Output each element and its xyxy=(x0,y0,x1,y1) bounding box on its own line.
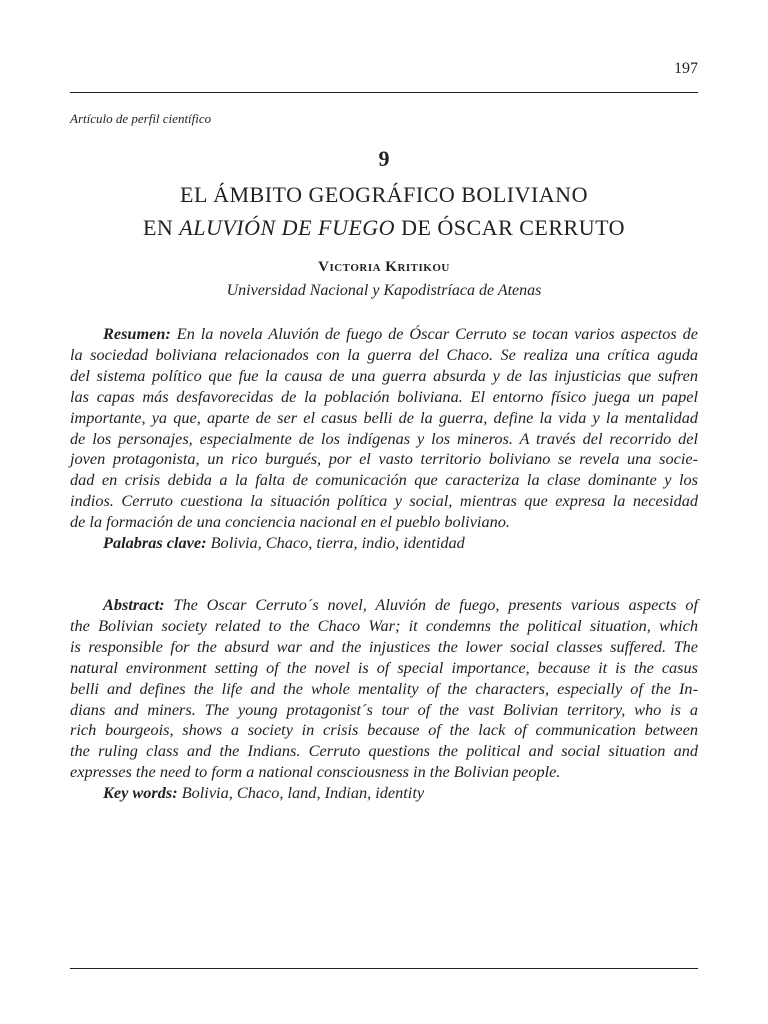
title-part: DE ÓSCAR CERRUTO xyxy=(395,215,626,240)
text-line: la sociedad boliviana relacionados con la guerra del Chaco. Se realiza una crítica aguda xyxy=(70,344,698,364)
text-line xyxy=(70,324,698,345)
text-line: natural environment setting of the novel is of special importance, because it is the casus xyxy=(70,657,698,677)
keywords-label: Key words: xyxy=(103,783,178,803)
text-line: the Bolivian society related to the Chaco War; it condemns the political situation, which xyxy=(70,615,698,635)
novel-title: ALUVIÓN DE FUEGO xyxy=(179,215,396,240)
keywords-text: Bolivia, Chaco, land, Indian, identity xyxy=(177,783,425,803)
footer-rule xyxy=(70,968,698,969)
keywords-text: Bolivia, Chaco, tierra, indio, identidad xyxy=(206,533,465,553)
title-part: EN xyxy=(142,215,180,240)
text-line xyxy=(70,595,698,616)
article-type: Artículo de perfil científico xyxy=(70,111,212,126)
keywords xyxy=(70,783,698,804)
text-line: expresses the need to form a national consciousness in the Bolivian people. xyxy=(70,762,561,782)
line-text: The Oscar Cerruto´s novel, Aluvión de fuego, presents various aspects of xyxy=(164,595,698,614)
text-line: dians and miners. The young protagonist´s tour of the vast Bolivian territory, who is a xyxy=(70,699,698,719)
affiliation: Universidad Nacional y Kapodistríaca de Atenas xyxy=(226,282,542,299)
chapter-number: 9 xyxy=(378,146,390,171)
title-line-2 xyxy=(0,215,768,241)
text-line: importante, ya que, aparte de ser el casus belli de la guerra, define la vida y la mentalidad xyxy=(70,407,698,427)
text-line: the ruling class and the Indians. Cerruto questions the political and social situation and xyxy=(70,741,698,761)
text-line: belli and defines the life and the whole mentality of the characters, especially of the In- xyxy=(70,678,698,698)
text-line: rich bourgeois, shows a society in crisis because of the lack of communication between xyxy=(70,720,698,740)
text-line: de los personajes, especialmente de los indígenas y los mineros. A través del recorrido del xyxy=(70,428,698,448)
line-text: En la novela Aluvión de fuego de Óscar Cerruto se tocan varios aspectos de xyxy=(170,324,698,343)
title-line-1: EL ÁMBITO GEOGRÁFICO BOLIVIANO xyxy=(180,182,588,207)
text-line: del sistema político que fue la causa de una guerra absurda y de las injusticias que sufren xyxy=(70,365,698,385)
keywords-label: Palabras clave: xyxy=(103,533,207,553)
resumen-paragraph xyxy=(70,324,698,554)
text-line: joven protagonista, un rico burgués, por el vasto territorio boliviano se revela una socie- xyxy=(70,449,698,469)
section-label: Abstract: xyxy=(103,595,165,614)
page-number: 197 xyxy=(674,60,698,77)
keywords xyxy=(70,533,698,554)
text-line: de la formación de una conciencia nacional en el pueblo boliviano. xyxy=(70,512,510,532)
text-line: las capas más desfavorecidas de la población boliviana. El entorno físico juega un papel xyxy=(70,386,698,406)
text-line: dad en crisis debida a la falta de comunicación que caracteriza la clase dominante y los xyxy=(70,470,698,490)
abstract-paragraph xyxy=(70,595,698,804)
text-line: is responsible for the absurd war and the injustices the lower social classes suffered. The xyxy=(70,636,698,656)
author: Victoria Kritikou xyxy=(318,259,450,275)
text-line: indios. Cerruto cuestiona la situación política y social, mientras que expresa la necesidad xyxy=(70,491,698,511)
header-rule xyxy=(70,92,698,93)
section-label: Resumen: xyxy=(103,324,171,343)
